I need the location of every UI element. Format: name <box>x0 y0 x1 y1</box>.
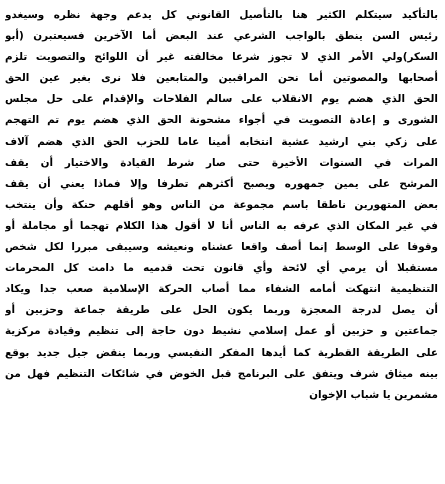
text-line-19: مشمرين يا شباب الإخوان <box>309 388 438 401</box>
text-line-1: بالتأكيد سيتكلم الكثير هنا بالتأصيل القانوني كل يدعم وجهة نظره وسيغدو <box>5 9 438 21</box>
text-line-18: بينه ميثاق شرف ويتفق على البرنامج قبل الخوض في شائكات التنظيم فهل من <box>5 367 438 380</box>
text-line-9: المرشح على يمين جمهوره ويصبح أكثرهم تطرفا وإلا فماذا يعني أن يقف <box>5 177 438 190</box>
text-line-13: مستقبلا أن يرمي أي لائحة وأي قانون تحت قدميه ما دامت كل المحرمات <box>5 262 438 275</box>
text-line-8: المرات في السنوات الأخيرة حتى صار شرط القيادة والاختيار أن يقف <box>5 156 438 169</box>
text-line-11: في غير المكان الذي عرفه به الناس أنا لا أقول هذا الكلام تهجما أو مجاملة أو <box>5 219 438 232</box>
text-line-2: رئيس السن ينطق بالواجب الشرعي عند البعض أما الآخرين فسيعتبرن (أبو <box>5 30 438 43</box>
text-line-7: على زكي بني ارشيد عشية انتخابه أمينا عاما للحزب الحق الذي هضم آلاف <box>5 135 438 148</box>
text-line-12: وقوفا على الوسط إنما أصف واقعا عشناه ونعيشه وسيبقى مبررا لكل شخص <box>5 241 438 254</box>
text-line-4: أصحابها والمصوتين أما نحن المراقبين والمتابعين فلا نرى بغير عين الحق <box>5 72 438 85</box>
text-line-10: بعض المتهورين ناطقا باسم مجموعة من الناس وهو أقلهم حنكة وأن ينتخب <box>5 198 438 211</box>
text-line-15: أن يصل لدرجة المعجزة وربما يكون الحل على طريقة جماعة وحزبين أو <box>5 304 438 317</box>
text-line-17: على الطريقة القطرية كما أيدها المفكر النفيسي وربما ينقض جيل جديد بوقع <box>5 346 438 359</box>
text-line-6: الشورى و إعادة التصويت في أجواء مشحونة الحق الذي هضم يوم تم التهجم <box>5 114 438 127</box>
text-line-14: التنظيمية انتهكت أمامه الشفاء مما أصاب الحركة الإسلامية صعب جدا ويكاد <box>5 283 438 296</box>
article-text <box>5 5 438 406</box>
text-line-16: جماعتين و حزبين أو عمل إسلامي نشيط دون حاجة إلى تنظيم وقيادة مركزية <box>5 325 438 338</box>
text-line-3: السكر)ولي الأمر الذي لا تجوز شرعا مخالفته غير أن اللوائح والتصويت تلزم <box>5 51 438 64</box>
text-line-5: الحق الذي هضم يوم الانقلاب على سالم الفلاحات والإقدام على حل مجلس <box>5 93 438 106</box>
